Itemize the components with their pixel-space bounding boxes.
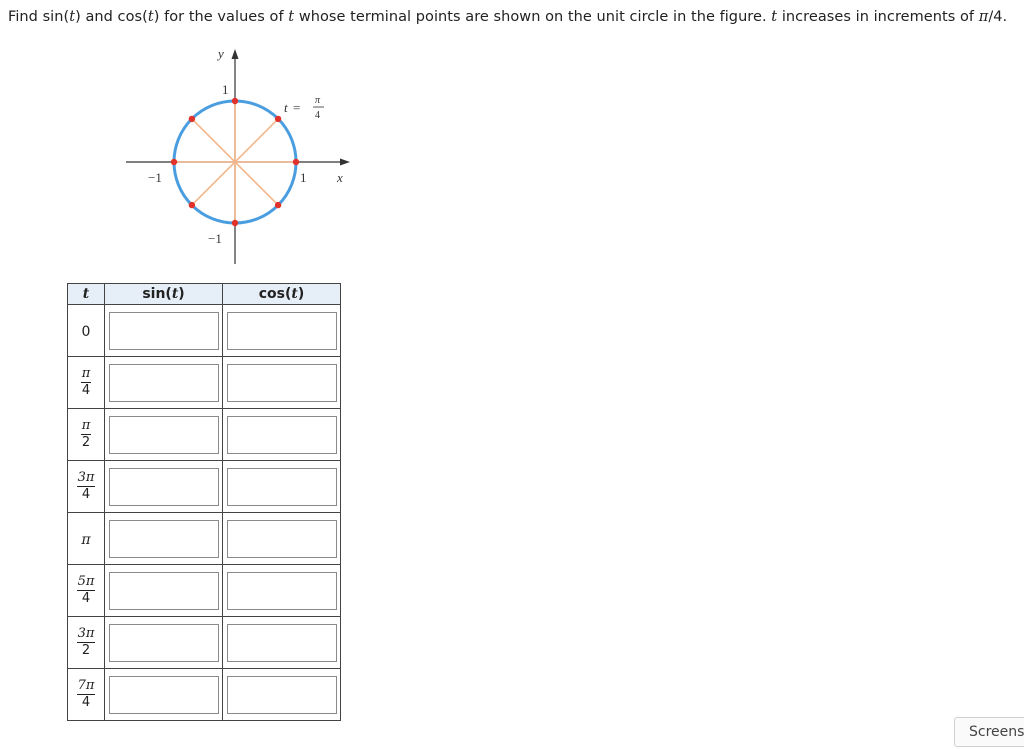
cos-input-7pi-4[interactable] xyxy=(227,676,337,714)
table-header-row xyxy=(68,284,341,305)
screens-button[interactable]: Screens xyxy=(954,717,1024,747)
header-sin: sin(t) xyxy=(105,284,223,305)
table-row xyxy=(68,669,341,721)
table-row xyxy=(68,357,341,409)
cos-input-3pi-4[interactable] xyxy=(227,468,337,506)
table-row xyxy=(68,513,341,565)
terminal-point-3pi-4 xyxy=(189,116,195,122)
question-prompt: Find sin(t) and cos(t) for the values of t whose terminal points are shown on the unit circle in the figure. t increases in increments of π/4. xyxy=(8,9,1008,25)
table-row xyxy=(68,409,341,461)
t-equals-pi-over-4-label xyxy=(284,95,324,121)
table-row xyxy=(68,305,341,357)
table-row xyxy=(68,617,341,669)
terminal-point-0 xyxy=(293,159,299,165)
cos-input-3pi-2[interactable] xyxy=(227,624,337,662)
t-value: $\frac{3\pi}{2}$ xyxy=(68,617,105,669)
cos-input-pi-2[interactable] xyxy=(227,416,337,454)
sin-input-5pi-4[interactable] xyxy=(109,572,219,610)
sin-input-pi-2[interactable] xyxy=(109,416,219,454)
sin-input-7pi-4[interactable] xyxy=(109,676,219,714)
t-label-eq: = xyxy=(293,100,301,115)
tick-label-bottom: −1 xyxy=(208,231,222,246)
terminal-point-pi-2 xyxy=(232,98,238,104)
sin-input-pi-4[interactable] xyxy=(109,364,219,402)
terminal-point-5pi-4 xyxy=(189,202,195,208)
header-t: t xyxy=(68,284,105,305)
t-label-var: t xyxy=(284,100,288,115)
table-row xyxy=(68,461,341,513)
terminal-point-7pi-4 xyxy=(275,202,281,208)
t-value: $\frac{3\pi}{4}$ xyxy=(68,461,105,513)
cos-input-pi-4[interactable] xyxy=(227,364,337,402)
unit-circle-figure xyxy=(118,42,358,268)
terminal-point-pi-4 xyxy=(275,116,281,122)
x-axis-arrow xyxy=(340,159,350,166)
cos-input-pi[interactable] xyxy=(227,520,337,558)
t-value: π xyxy=(68,513,105,565)
terminal-point-3pi-2 xyxy=(232,220,238,226)
t-value: $\frac{\pi}{4}$ xyxy=(68,357,105,409)
t-value: 0 xyxy=(68,305,105,357)
y-axis-label: y xyxy=(218,46,224,61)
answer-table xyxy=(67,283,341,721)
tick-label-left: −1 xyxy=(148,170,162,185)
t-value: $\frac{5\pi}{4}$ xyxy=(68,565,105,617)
t-value: $\frac{\pi}{2}$ xyxy=(68,409,105,461)
terminal-point-pi xyxy=(171,159,177,165)
header-cos: cos(t) xyxy=(223,284,341,305)
table-row xyxy=(68,565,341,617)
tick-label-right: 1 xyxy=(300,170,307,185)
cos-input-0[interactable] xyxy=(227,312,337,350)
t-label-den: 4 xyxy=(315,110,320,121)
t-value: $\frac{7\pi}{4}$ xyxy=(68,669,105,721)
sin-input-pi[interactable] xyxy=(109,520,219,558)
cos-input-5pi-4[interactable] xyxy=(227,572,337,610)
sin-input-3pi-4[interactable] xyxy=(109,468,219,506)
sin-input-3pi-2[interactable] xyxy=(109,624,219,662)
tick-label-top: 1 xyxy=(222,82,229,97)
sin-input-0[interactable] xyxy=(109,312,219,350)
t-label-num: π xyxy=(315,95,321,106)
x-axis-label: x xyxy=(337,170,343,185)
y-axis-arrow xyxy=(232,49,239,59)
